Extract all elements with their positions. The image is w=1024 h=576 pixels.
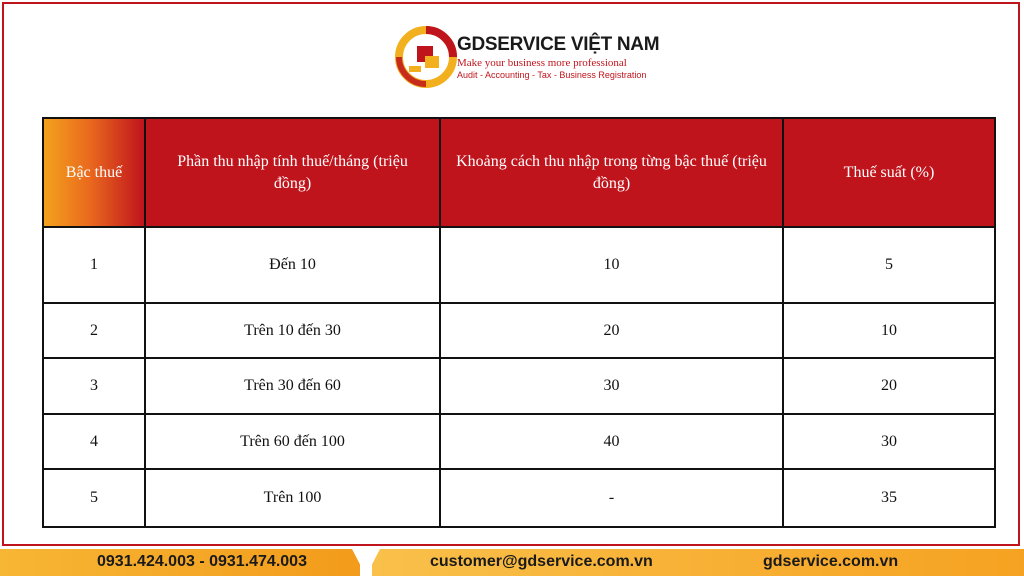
- cell-income-gap: -: [440, 469, 783, 527]
- cell-tax-level: 1: [43, 227, 145, 303]
- tax-rate-table: [42, 117, 996, 528]
- cell-tax-rate: 20: [783, 358, 995, 414]
- table-row: [43, 358, 995, 414]
- cell-tax-level: 3: [43, 358, 145, 414]
- cell-income-gap: 20: [440, 303, 783, 358]
- cell-taxable-income: Trên 60 đến 100: [145, 414, 440, 469]
- cell-income-gap: 40: [440, 414, 783, 469]
- header-income-gap: Khoảng cách thu nhập trong từng bậc thuế (triệu đồng): [440, 118, 783, 227]
- header-tax-level: Bậc thuế: [43, 118, 145, 227]
- header-tax-rate: Thuế suất (%): [783, 118, 995, 227]
- footer-email-link[interactable]: customer@gdservice.com.vn: [430, 553, 653, 570]
- cell-tax-rate: 10: [783, 303, 995, 358]
- contact-footer: [0, 549, 1024, 576]
- gd-logo-icon: [395, 26, 457, 88]
- brand-slogan: Make your business more professional: [457, 57, 627, 69]
- cell-income-gap: 30: [440, 358, 783, 414]
- cell-taxable-income: Trên 30 đến 60: [145, 358, 440, 414]
- table-row: [43, 469, 995, 527]
- cell-income-gap: 10: [440, 227, 783, 303]
- cell-taxable-income: Trên 100: [145, 469, 440, 527]
- brand-services: Audit - Accounting - Tax - Business Registration: [457, 70, 647, 80]
- table-row: [43, 227, 995, 303]
- cell-tax-rate: 35: [783, 469, 995, 527]
- cell-tax-level: 5: [43, 469, 145, 527]
- cell-tax-rate: 5: [783, 227, 995, 303]
- footer-divider: [352, 549, 380, 576]
- table-row: [43, 303, 995, 358]
- cell-taxable-income: Đến 10: [145, 227, 440, 303]
- cell-taxable-income: Trên 10 đến 30: [145, 303, 440, 358]
- brand-name: GDSERVICE VIỆT NAM: [457, 34, 660, 55]
- cell-tax-level: 4: [43, 414, 145, 469]
- table-row: [43, 414, 995, 469]
- header-taxable-income: Phần thu nhập tính thuế/tháng (triệu đồng): [145, 118, 440, 227]
- table-header-row: [43, 118, 995, 227]
- footer-phones: 0931.424.003 - 0931.474.003: [97, 553, 307, 570]
- cell-tax-level: 2: [43, 303, 145, 358]
- footer-website-link[interactable]: gdservice.com.vn: [763, 553, 899, 570]
- brand-logo: [395, 26, 660, 88]
- cell-tax-rate: 30: [783, 414, 995, 469]
